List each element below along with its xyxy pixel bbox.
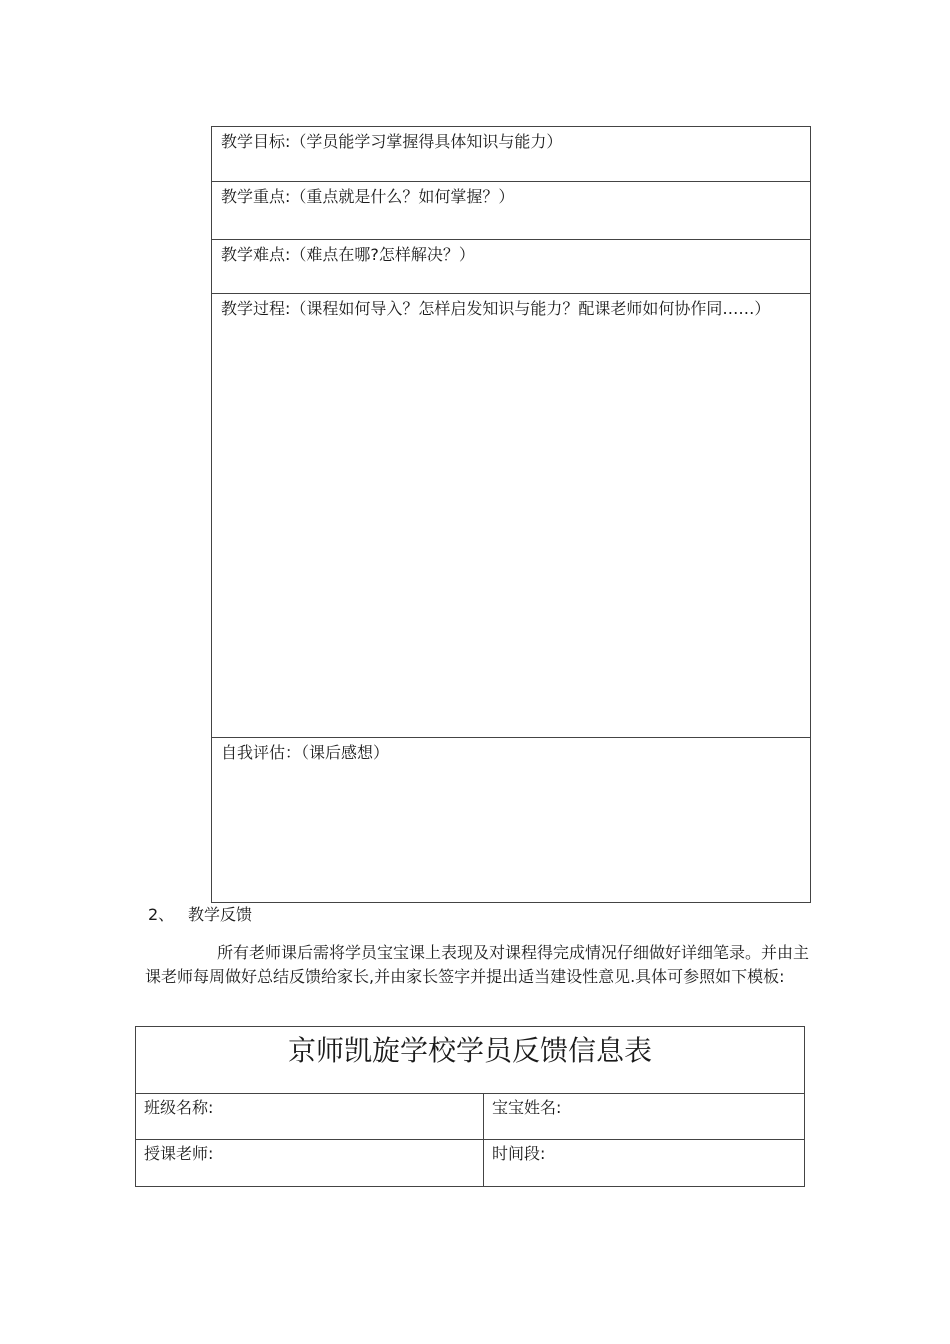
instruction-text: 所有老师课后需将学员宝宝课上表现及对课程得完成情况仔细做好详细笔录。并由主课老师每周做好总结反馈给家长,并由家长签字并提出适当建设性意见.具体可参照如下模板:: [145, 943, 810, 986]
instruction-paragraph: [145, 941, 813, 989]
self-evaluation-cell[interactable]: 自我评估：（课后感想）: [212, 737, 810, 902]
section-title: 教学反馈: [188, 905, 253, 924]
time-period-field[interactable]: 时间段:: [492, 1144, 546, 1163]
section-heading: [148, 904, 252, 926]
teaching-difficulty-cell[interactable]: 教学难点:（难点在哪?怎样解决？）: [212, 239, 810, 293]
lesson-plan-table: [211, 126, 811, 903]
teaching-process-cell[interactable]: 教学过程:（课程如何导入？怎样启发知识与能力？配课老师如何协作同……）: [212, 293, 810, 737]
teaching-objectives-cell[interactable]: 教学目标:（学员能学习掌握得具体知识与能力）: [221, 132, 563, 151]
feedback-form-row: [136, 1140, 804, 1186]
class-name-field[interactable]: 班级名称:: [136, 1094, 484, 1139]
teacher-field[interactable]: 授课老师:: [136, 1140, 484, 1186]
section-number: 2、: [148, 905, 175, 924]
feedback-form-table: [135, 1026, 805, 1187]
feedback-form-row: [136, 1094, 804, 1140]
feedback-form-title: 京师凯旋学校学员反馈信息表: [136, 1027, 804, 1094]
teaching-focus-cell[interactable]: 教学重点:（重点就是什么？如何掌握？）: [212, 181, 810, 239]
baby-name-field[interactable]: 宝宝姓名:: [492, 1098, 562, 1117]
